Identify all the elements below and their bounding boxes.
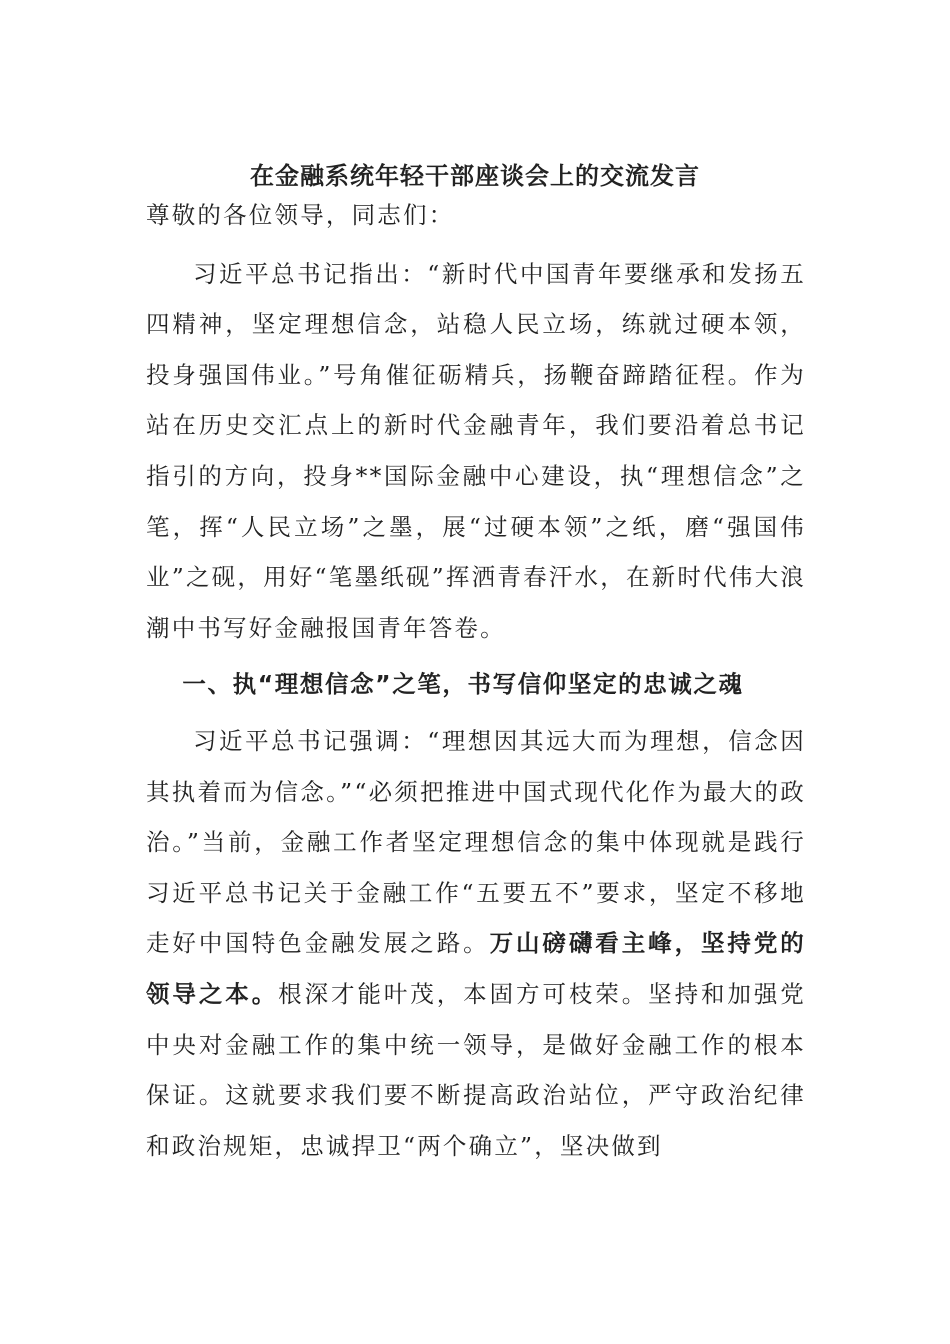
- intro-paragraph: 习近平总书记指出：“新时代中国青年要继承和发扬五四精神，坚定理想信念，站稳人民立场，练就过硬本领，投身强国伟业。”号角催征砺精兵，扬鞭奋蹄踏征程。作为站在历史交汇点上的新时代金融青年，我们要沿着总书记指引的方向，投身**国际金融中心建设，执“理想信念”之笔，挥“人民立场”之墨，展“过硬本领”之纸，磨“强国伟业”之砚，用好“笔墨纸砚”挥洒青春汗水，在新时代伟大浪潮中书写好金融报国青年答卷。: [146, 259, 806, 642]
- bold-emphasis: 万山磅礴看主峰，坚持党的领导之本。: [146, 929, 806, 1008]
- salutation: 尊敬的各位领导，同志们：: [146, 201, 455, 229]
- paragraph-text: 根深才能叶茂，本固方可枝荣。坚持和加强党中央对金融工作的集中统一领导，是做好金融工作的根本保证。这就要求我们要不断提高政治站位，严守政治纪律和政治规矩，忠诚捍卫“两个确立”，坚决做到: [146, 979, 807, 1160]
- section-paragraph: [146, 716, 806, 1171]
- document-body: [146, 190, 806, 1171]
- paragraph-text: 习近平总书记强调：“理想因其远大而为理想，信念因其执着而为信念。”“必须把推进中国式现代化作为最大的政治。”当前，金融工作者坚定理想信念的集中体现就是践行习近平总书记关于金融工作“五要五不”要求，坚定不移地走好中国特色金融发展之路。: [146, 726, 806, 958]
- document-title: 在金融系统年轻干部座谈会上的交流发言: [250, 162, 700, 190]
- section-heading: 一、执“理想信念”之笔，书写信仰坚定的忠诚之魂: [182, 670, 744, 699]
